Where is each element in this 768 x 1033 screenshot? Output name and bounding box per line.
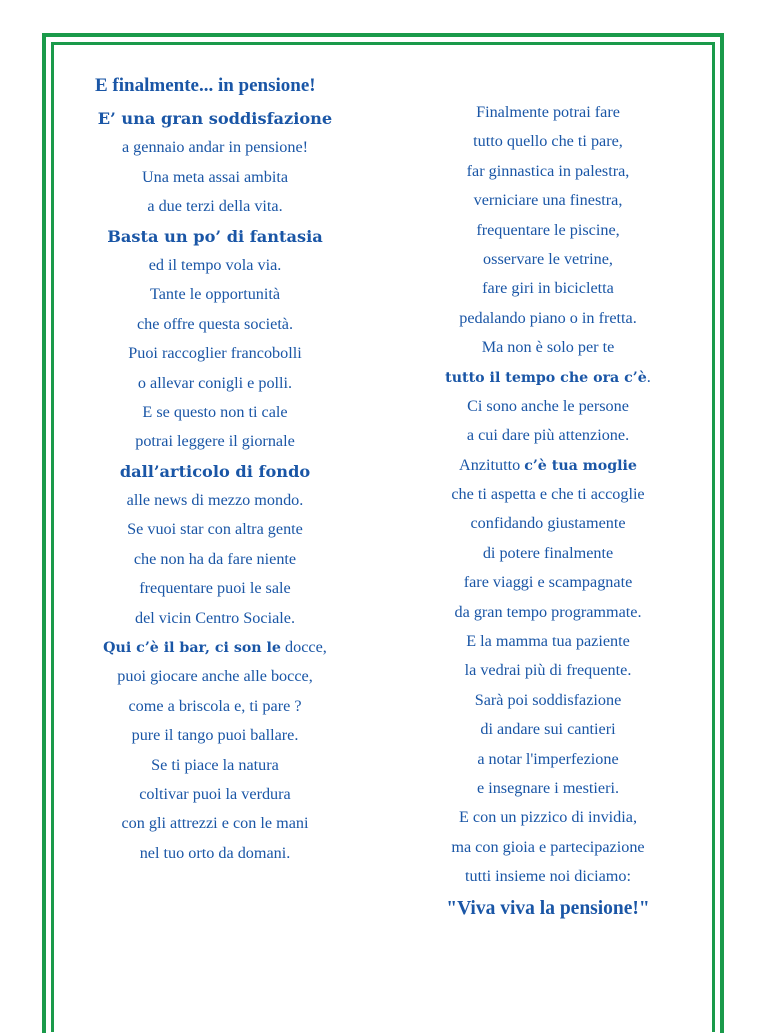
verse-line: ma con gioia e partecipazione [451, 837, 645, 856]
verse-line: Ma non è solo per te [481, 338, 615, 357]
verse-line: E con un pizzico di invidia, [458, 808, 637, 827]
verse-line: che offre questa società. [136, 314, 294, 333]
verse-line: Se vuoi star con altra gente [127, 520, 303, 539]
verse-line: o allevar conigli e polli. [137, 373, 293, 392]
verse-segment: tutto il tempo che ora c’è [445, 369, 647, 386]
verse-line: di andare sui cantieri [480, 720, 616, 739]
verse-segment: Qui c’è il bar, ci son le [103, 640, 281, 657]
verse-line [418, 451, 678, 480]
verse-line: coltivar puoi la verdura [139, 784, 291, 803]
verse-line: osservare le vetrine, [483, 249, 613, 268]
verse-line: Tante le opportunità [149, 285, 281, 304]
verse-line: potrai leggere il giornale [135, 432, 295, 451]
verse-line: tutto quello che ti pare, [473, 132, 623, 151]
verse-line: E se questo non ti cale [142, 402, 288, 421]
verse-line: pedalando piano o in fretta. [459, 308, 637, 327]
verse-segment: Anzitutto [459, 455, 525, 474]
verse-line: da gran tempo programmate. [454, 602, 642, 621]
verse-line: a notar l'imperfezione [477, 749, 619, 768]
verse-line: far ginnastica in palestra, [466, 161, 630, 180]
verse-line: e insegnare i mestieri. [476, 778, 620, 797]
verse-line: Finalmente potrai fare [476, 103, 620, 121]
poem-title: E finalmente... in pensione! [95, 75, 316, 96]
verse-line: Puoi raccoglier francobolli [128, 344, 302, 363]
verse-segment: c’è tua moglie [524, 457, 637, 474]
verse-segment: . [646, 367, 651, 386]
verse-line: pure il tango puoi ballare. [131, 726, 299, 745]
verse-line: dall’articolo di fondo [119, 461, 311, 481]
verse-line: fare giri in bicicletta [482, 279, 614, 298]
poem-right-column [418, 98, 678, 892]
verse-line: ed il tempo vola via. [148, 255, 282, 274]
verse-line: con gli attrezzi e con le mani [121, 814, 309, 833]
verse-line [418, 363, 678, 392]
verse-line: alle news di mezzo mondo. [126, 491, 304, 510]
verse-line: puoi giocare anche alle bocce, [117, 667, 313, 686]
verse-line: E’ una gran soddisfazione [97, 109, 333, 128]
poem-closing-line: "Viva viva la pensione!" [446, 898, 650, 919]
verse-line: del vicin Centro Sociale. [134, 608, 296, 627]
verse-line: nel tuo orto da domani. [139, 843, 291, 862]
verse-line: tutti insieme noi diciamo: [465, 867, 631, 886]
verse-line: a gennaio andar in pensione! [121, 138, 309, 157]
verse-line: fare viaggi e scampagnate [463, 573, 633, 592]
verse-line: Sarà poi soddisfazione [474, 690, 622, 709]
verse-line: verniciare una finestra, [473, 191, 623, 210]
verse-line: a cui dare più attenzione. [466, 426, 630, 445]
verse-line: che ti aspetta e che ti accoglie [451, 485, 645, 504]
verse-line: E la mamma tua paziente [466, 632, 630, 651]
verse-line: che non ha da fare niente [133, 549, 297, 568]
verse-line: di potere finalmente [482, 543, 614, 562]
verse-line: Una meta assai ambita [141, 167, 289, 186]
verse-line: Se ti piace la natura [151, 755, 279, 774]
verse-line: frequentare le piscine, [476, 220, 620, 239]
verse-line [85, 633, 345, 662]
verse-line: come a briscola e, ti pare ? [128, 696, 302, 715]
verse-line: la vedrai più di frequente. [464, 661, 632, 680]
poem-left-column [85, 104, 345, 868]
verse-segment: docce, [280, 638, 327, 657]
verse-line: confidando giustamente [470, 514, 626, 533]
verse-line: a due terzi della vita. [147, 197, 283, 216]
verse-line: frequentare puoi le sale [139, 579, 291, 598]
verse-line: Basta un po’ di fantasia [107, 226, 323, 246]
verse-line: Ci sono anche le persone [467, 396, 629, 415]
